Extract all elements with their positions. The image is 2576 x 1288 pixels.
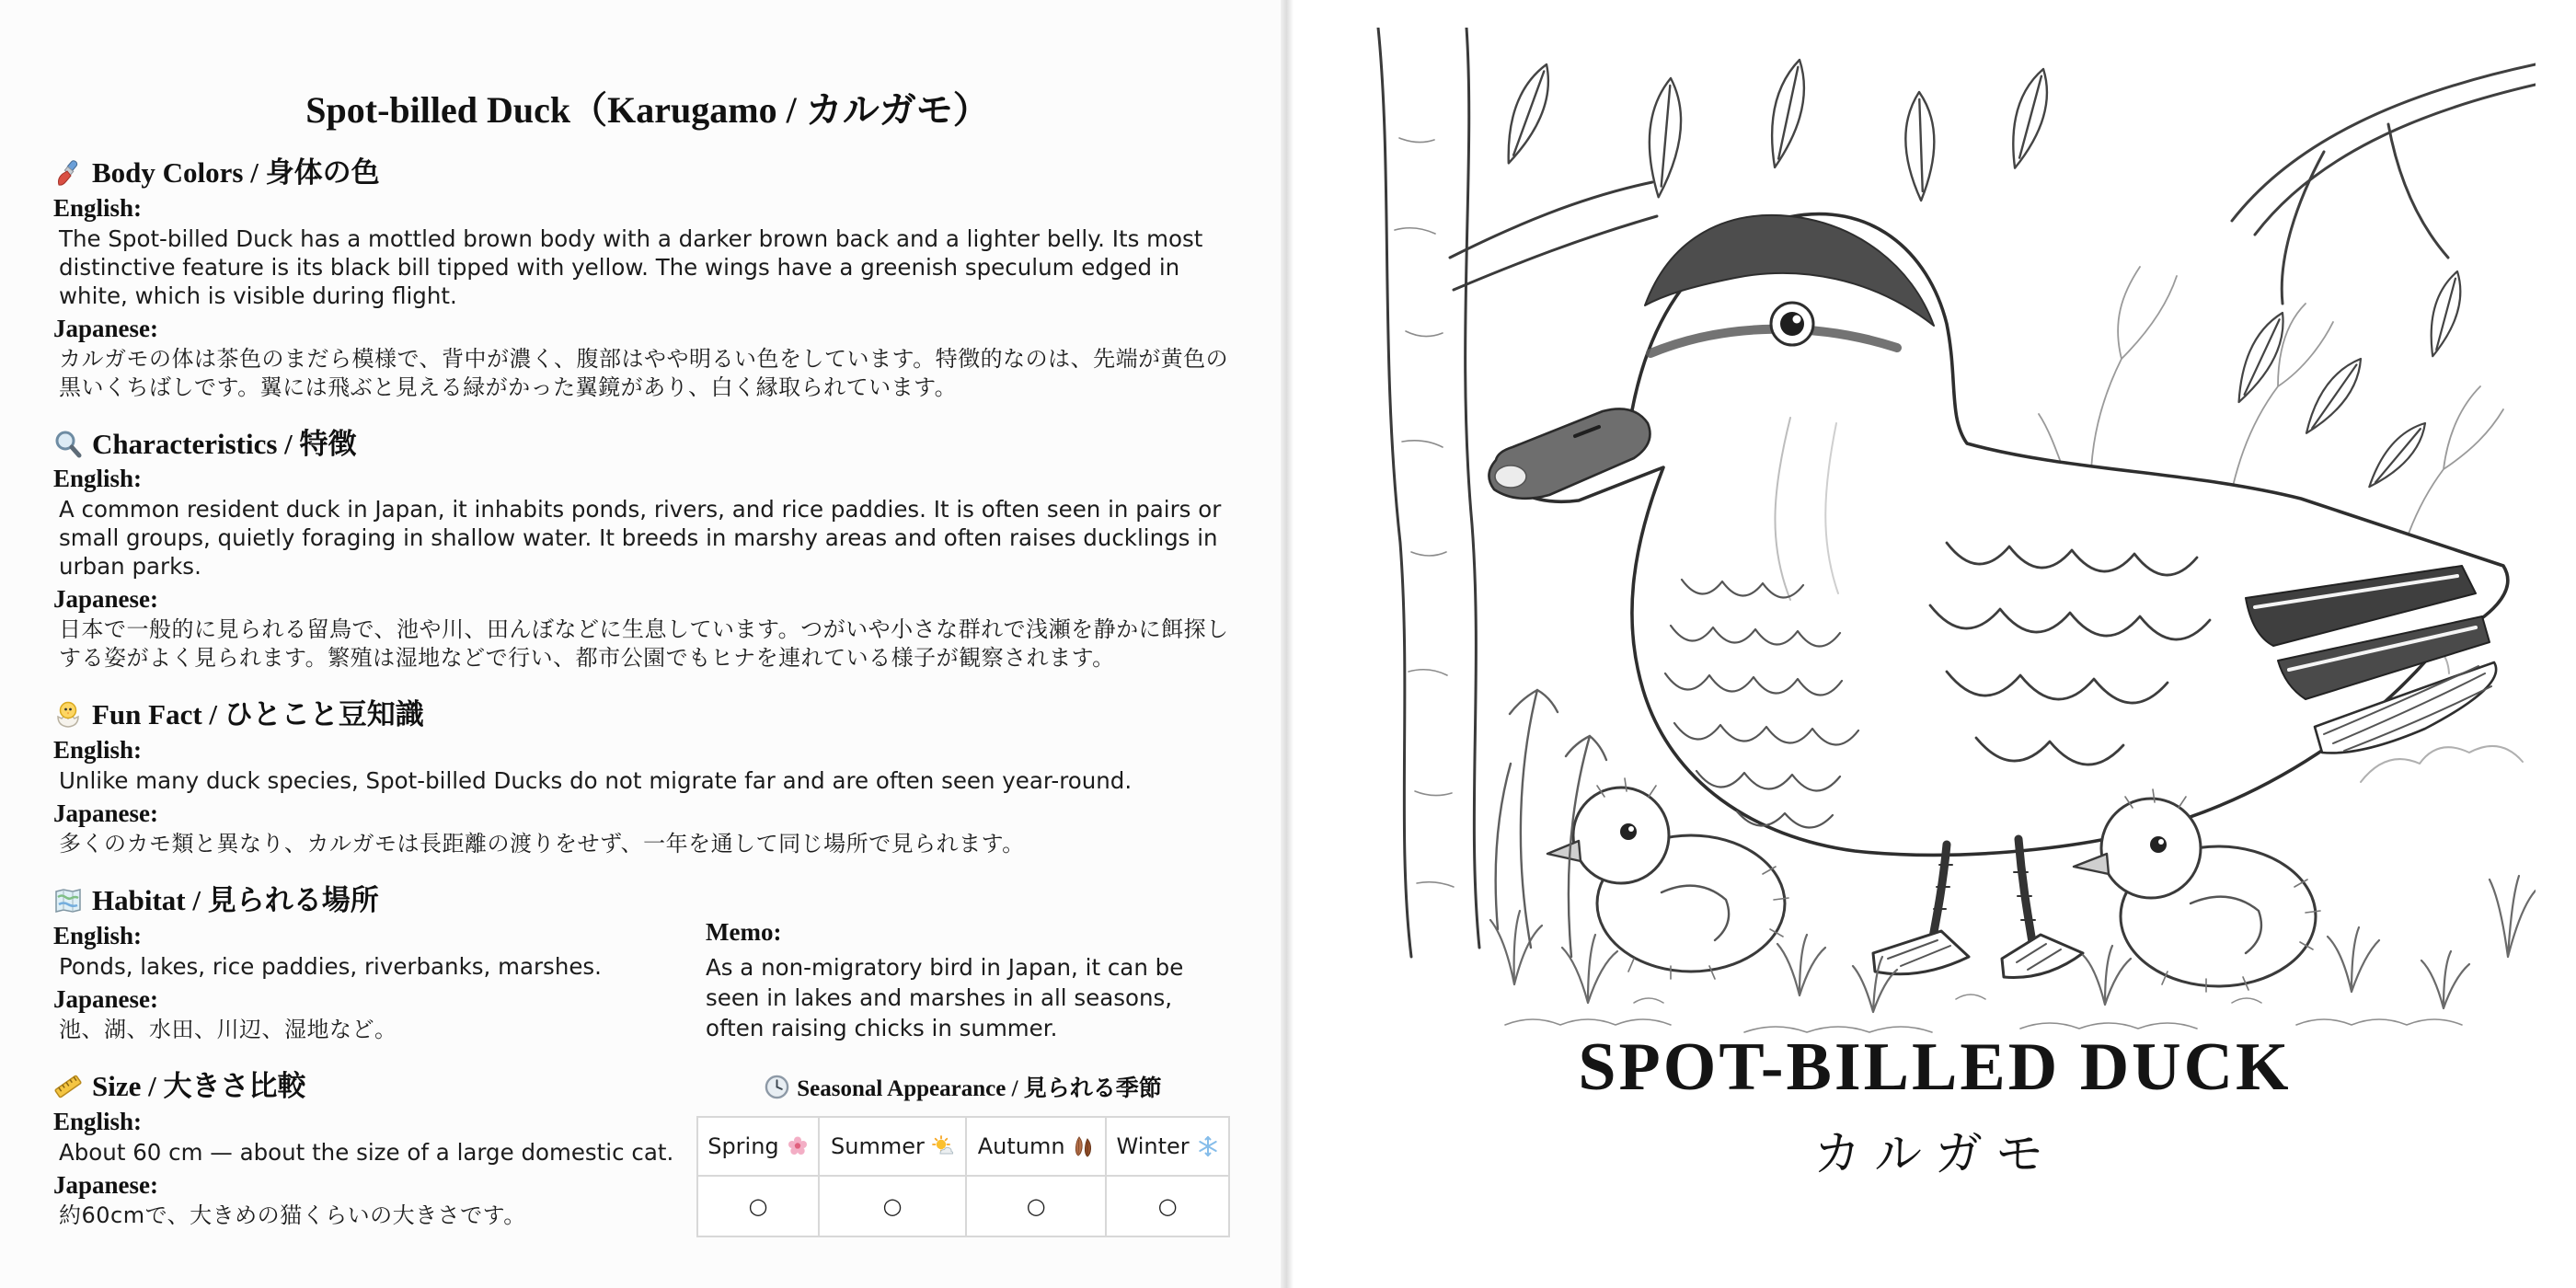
season-header-autumn xyxy=(966,1117,1106,1176)
section-heading: Size / 大きさ比較 xyxy=(92,1069,306,1102)
seasonal-heading: Seasonal Appearance / 見られる季節 xyxy=(797,1076,1162,1101)
section-heading: Fun Fact / ひとこと豆知識 xyxy=(92,698,424,731)
english-label: English: xyxy=(53,736,143,765)
section-heading: Body Colors / 身体の色 xyxy=(92,156,380,189)
seasonal-table xyxy=(696,1116,1230,1237)
season-value-autumn: ○ xyxy=(966,1176,1106,1236)
season-header-summer xyxy=(819,1117,966,1176)
season-label: Autumn xyxy=(977,1133,1065,1159)
japanese-text: 約60cmで、大きめの猫くらいの大きさです。 xyxy=(59,1202,526,1228)
sun-behind-cloud-icon xyxy=(932,1135,954,1157)
fallen-leaves-icon xyxy=(1073,1135,1095,1157)
seasonal-values-row xyxy=(697,1176,1229,1236)
english-text: Ponds, lakes, rice paddies, riverbanks, marshes. xyxy=(59,952,602,980)
english-label: English: xyxy=(53,921,143,949)
memo-text: As a non-migratory bird in Japan, it can be seen in lakes and marshes in all seasons, often raising chicks in summer. xyxy=(706,954,1184,1041)
english-label: English: xyxy=(53,1107,143,1135)
page-gutter xyxy=(1281,0,1294,1288)
english-text: Unlike many duck species, Spot-billed Ducks do not migrate far and are often seen year-round. xyxy=(59,767,1133,795)
season-header-spring xyxy=(697,1117,819,1176)
duck-illustration xyxy=(1358,28,2536,1040)
hatching-chick-icon xyxy=(53,700,83,730)
line-art-svg xyxy=(1358,28,2536,1040)
artwork-title: SPOT-BILLED DUCK xyxy=(1578,1029,2292,1105)
japanese-text: カルガモの体は茶色のまだら模様で、背中が濃く、腹部はやや明るい色をしています。特徴的なのは、先端が黄色の黒いくちばしです。翼には飛ぶと見える緑がかった翼鏡があり、白く縁取られています。 xyxy=(59,345,1229,400)
english-label: English: xyxy=(53,465,143,493)
magnifier-icon xyxy=(53,430,83,459)
season-value-spring: ○ xyxy=(697,1176,819,1236)
season-label: Spring xyxy=(707,1133,779,1159)
japanese-label: Japanese: xyxy=(53,1170,158,1199)
japanese-label: Japanese: xyxy=(53,984,158,1013)
seasonal-appearance xyxy=(696,1070,1230,1237)
english-label: English: xyxy=(53,193,143,222)
page-title: Spot-billed Duck（Karugamo / カルガモ） xyxy=(305,89,990,131)
season-value-winter: ○ xyxy=(1106,1176,1229,1236)
english-text: A common resident duck in Japan, it inhabits ponds, rivers, and rice paddies. It is often seen in pairs or small groups, quietly foraging in shallow water. It breeds in marshy areas and often raises ducklings in urban parks. xyxy=(59,496,1222,581)
season-label: Winter xyxy=(1116,1133,1190,1159)
japanese-label: Japanese: xyxy=(53,585,158,614)
snowflake-icon xyxy=(1197,1135,1219,1157)
memo-block xyxy=(706,918,1235,1043)
info-page xyxy=(0,0,1281,1288)
japanese-label: Japanese: xyxy=(53,314,158,342)
section-body-colors xyxy=(53,156,1242,402)
clock-icon xyxy=(765,1075,789,1099)
cherry-blossom-icon xyxy=(787,1135,809,1157)
coloring-page xyxy=(1294,0,2576,1288)
info-content xyxy=(53,0,1242,1230)
japanese-label: Japanese: xyxy=(53,799,158,828)
section-heading: Habitat / 見られる場所 xyxy=(92,884,379,917)
paintbrush-icon xyxy=(53,158,83,188)
season-label: Summer xyxy=(831,1133,925,1159)
english-text: About 60 cm — about the size of a large domestic cat. xyxy=(59,1138,674,1166)
japanese-text: 日本で一般的に見られる留鳥で、池や川、田んぼなどに生息しています。つがいや小さな群れで浅瀬を静かに餌探しする姿がよく見られます。繁殖は湿地などで行い、都市公園でもヒナを連れている様子が観察されます。 xyxy=(59,616,1229,672)
season-value-summer: ○ xyxy=(819,1176,966,1236)
artwork-subtitle: カルガモ xyxy=(1812,1129,2056,1181)
memo-label: Memo: xyxy=(706,918,782,946)
japanese-text: 池、湖、水田、川辺、湿地など。 xyxy=(59,1016,397,1042)
section-characteristics xyxy=(53,428,1242,673)
japanese-text: 多くのカモ類と異なり、カルガモは長距離の渡りをせず、一年を通して同じ場所で見られます。 xyxy=(59,831,1025,857)
section-fun-fact xyxy=(53,698,1242,858)
season-header-winter xyxy=(1106,1117,1229,1176)
ruler-icon xyxy=(53,1072,83,1101)
english-text: The Spot-billed Duck has a mottled brown body with a darker brown back and a lighter belly. Its most distinctive feature is its black bill tipped with yellow. The wings have a greenish speculum edged in white, which is visible during flight. xyxy=(59,224,1203,309)
section-heading: Characteristics / 特徴 xyxy=(92,427,357,460)
world-map-icon xyxy=(53,886,83,915)
